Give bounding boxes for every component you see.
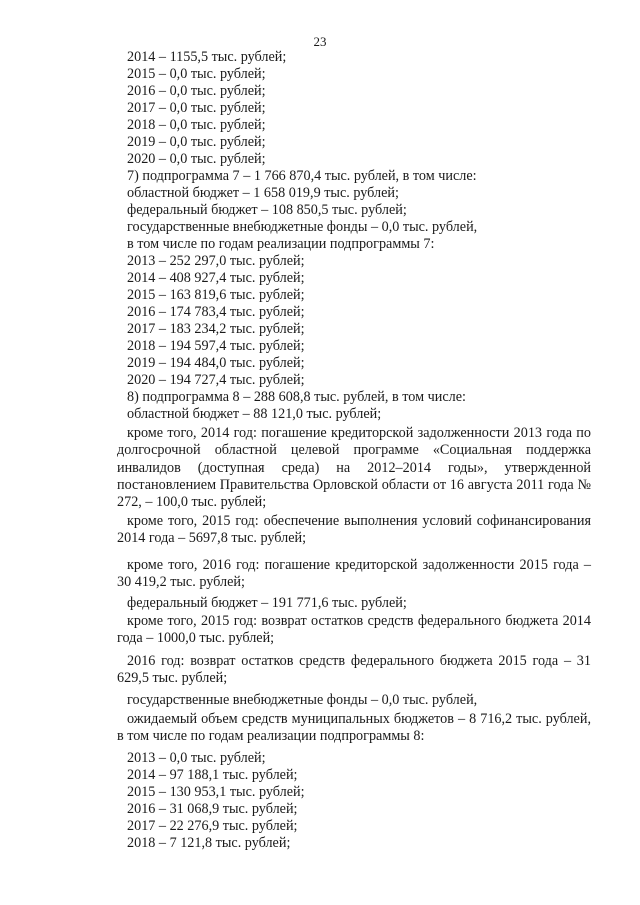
- text-line: 2015 – 0,0 тыс. рублей;: [127, 66, 266, 82]
- paragraph-2016-return: 2016 год: возврат остатков средств федерального бюджета 2015 года – 31 629,5 тыс. рублей;: [117, 653, 591, 687]
- text-line-federal-budget: федеральный бюджет – 191 771,6 тыс. рублей;: [127, 595, 407, 611]
- text-line: 2015 – 163 819,6 тыс. рублей;: [127, 287, 305, 303]
- paragraph-2015-return: кроме того, 2015 год: возврат остатков средств федерального бюджета 2014 года – 1000,0 тыс. рублей;: [117, 613, 591, 647]
- text-line: 2014 – 408 927,4 тыс. рублей;: [127, 270, 305, 286]
- text-line: 2020 – 0,0 тыс. рублей;: [127, 151, 266, 167]
- text-line: 2017 – 183 234,2 тыс. рублей;: [127, 321, 305, 337]
- text-line: 7) подпрограмма 7 – 1 766 870,4 тыс. рублей, в том числе:: [127, 168, 477, 184]
- paragraph-municipal-budgets: ожидаемый объем средств муниципальных бюджетов – 8 716,2 тыс. рублей, в том числе по годам реализации подпрограммы 8:: [117, 711, 591, 745]
- text-line: 2014 – 1155,5 тыс. рублей;: [127, 49, 287, 65]
- text-line: 2020 – 194 727,4 тыс. рублей;: [127, 372, 305, 388]
- text-line-extrabudgetary-funds: государственные внебюджетные фонды – 0,0 тыс. рублей,: [127, 692, 478, 708]
- text-line: областной бюджет – 88 121,0 тыс. рублей;: [127, 406, 382, 422]
- text-line: в том числе по годам реализации подпрограммы 7:: [127, 236, 435, 252]
- text-line: 2013 – 252 297,0 тыс. рублей;: [127, 253, 305, 269]
- text-line: 2016 – 174 783,4 тыс. рублей;: [127, 304, 305, 320]
- text-line: 2016 – 31 068,9 тыс. рублей;: [127, 801, 298, 817]
- text-line: 2013 – 0,0 тыс. рублей;: [127, 750, 266, 766]
- paragraph-2015-cofinancing: кроме того, 2015 год: обеспечение выполнения условий софинансирования 2014 года – 5697,8 тыс. рублей;: [117, 513, 591, 547]
- text-line: 2019 – 0,0 тыс. рублей;: [127, 134, 266, 150]
- text-line: 2016 – 0,0 тыс. рублей;: [127, 83, 266, 99]
- text-line: 2018 – 7 121,8 тыс. рублей;: [127, 835, 291, 851]
- text-line: 2015 – 130 953,1 тыс. рублей;: [127, 784, 305, 800]
- paragraph-2016-debt: кроме того, 2016 год: погашение кредиторской задолженности 2015 года – 30 419,2 тыс. рублей;: [117, 557, 591, 591]
- text-line: 2018 – 0,0 тыс. рублей;: [127, 117, 266, 133]
- paragraph-2014-debt: кроме того, 2014 год: погашение кредиторской задолженности 2013 года по долгосрочной областной целевой программе «Социальная поддержка инвалидов (доступная среда) на 2012–2014 годы», утвержденной постановлением Правительства Орловской области от 16 августа 2011 года № 272, – 100,0 тыс. рублей;: [117, 425, 591, 511]
- text-line: 2017 – 0,0 тыс. рублей;: [127, 100, 266, 116]
- text-line: 2017 – 22 276,9 тыс. рублей;: [127, 818, 298, 834]
- text-line: 2018 – 194 597,4 тыс. рублей;: [127, 338, 305, 354]
- text-line: 2019 – 194 484,0 тыс. рублей;: [127, 355, 305, 371]
- text-line: федеральный бюджет – 108 850,5 тыс. рублей;: [127, 202, 407, 218]
- text-line: 8) подпрограмма 8 – 288 608,8 тыс. рублей, в том числе:: [127, 389, 466, 405]
- page-number: 23: [313, 34, 327, 49]
- text-line: областной бюджет – 1 658 019,9 тыс. рублей;: [127, 185, 399, 201]
- text-line: 2014 – 97 188,1 тыс. рублей;: [127, 767, 298, 783]
- text-line: государственные внебюджетные фонды – 0,0 тыс. рублей,: [127, 219, 478, 235]
